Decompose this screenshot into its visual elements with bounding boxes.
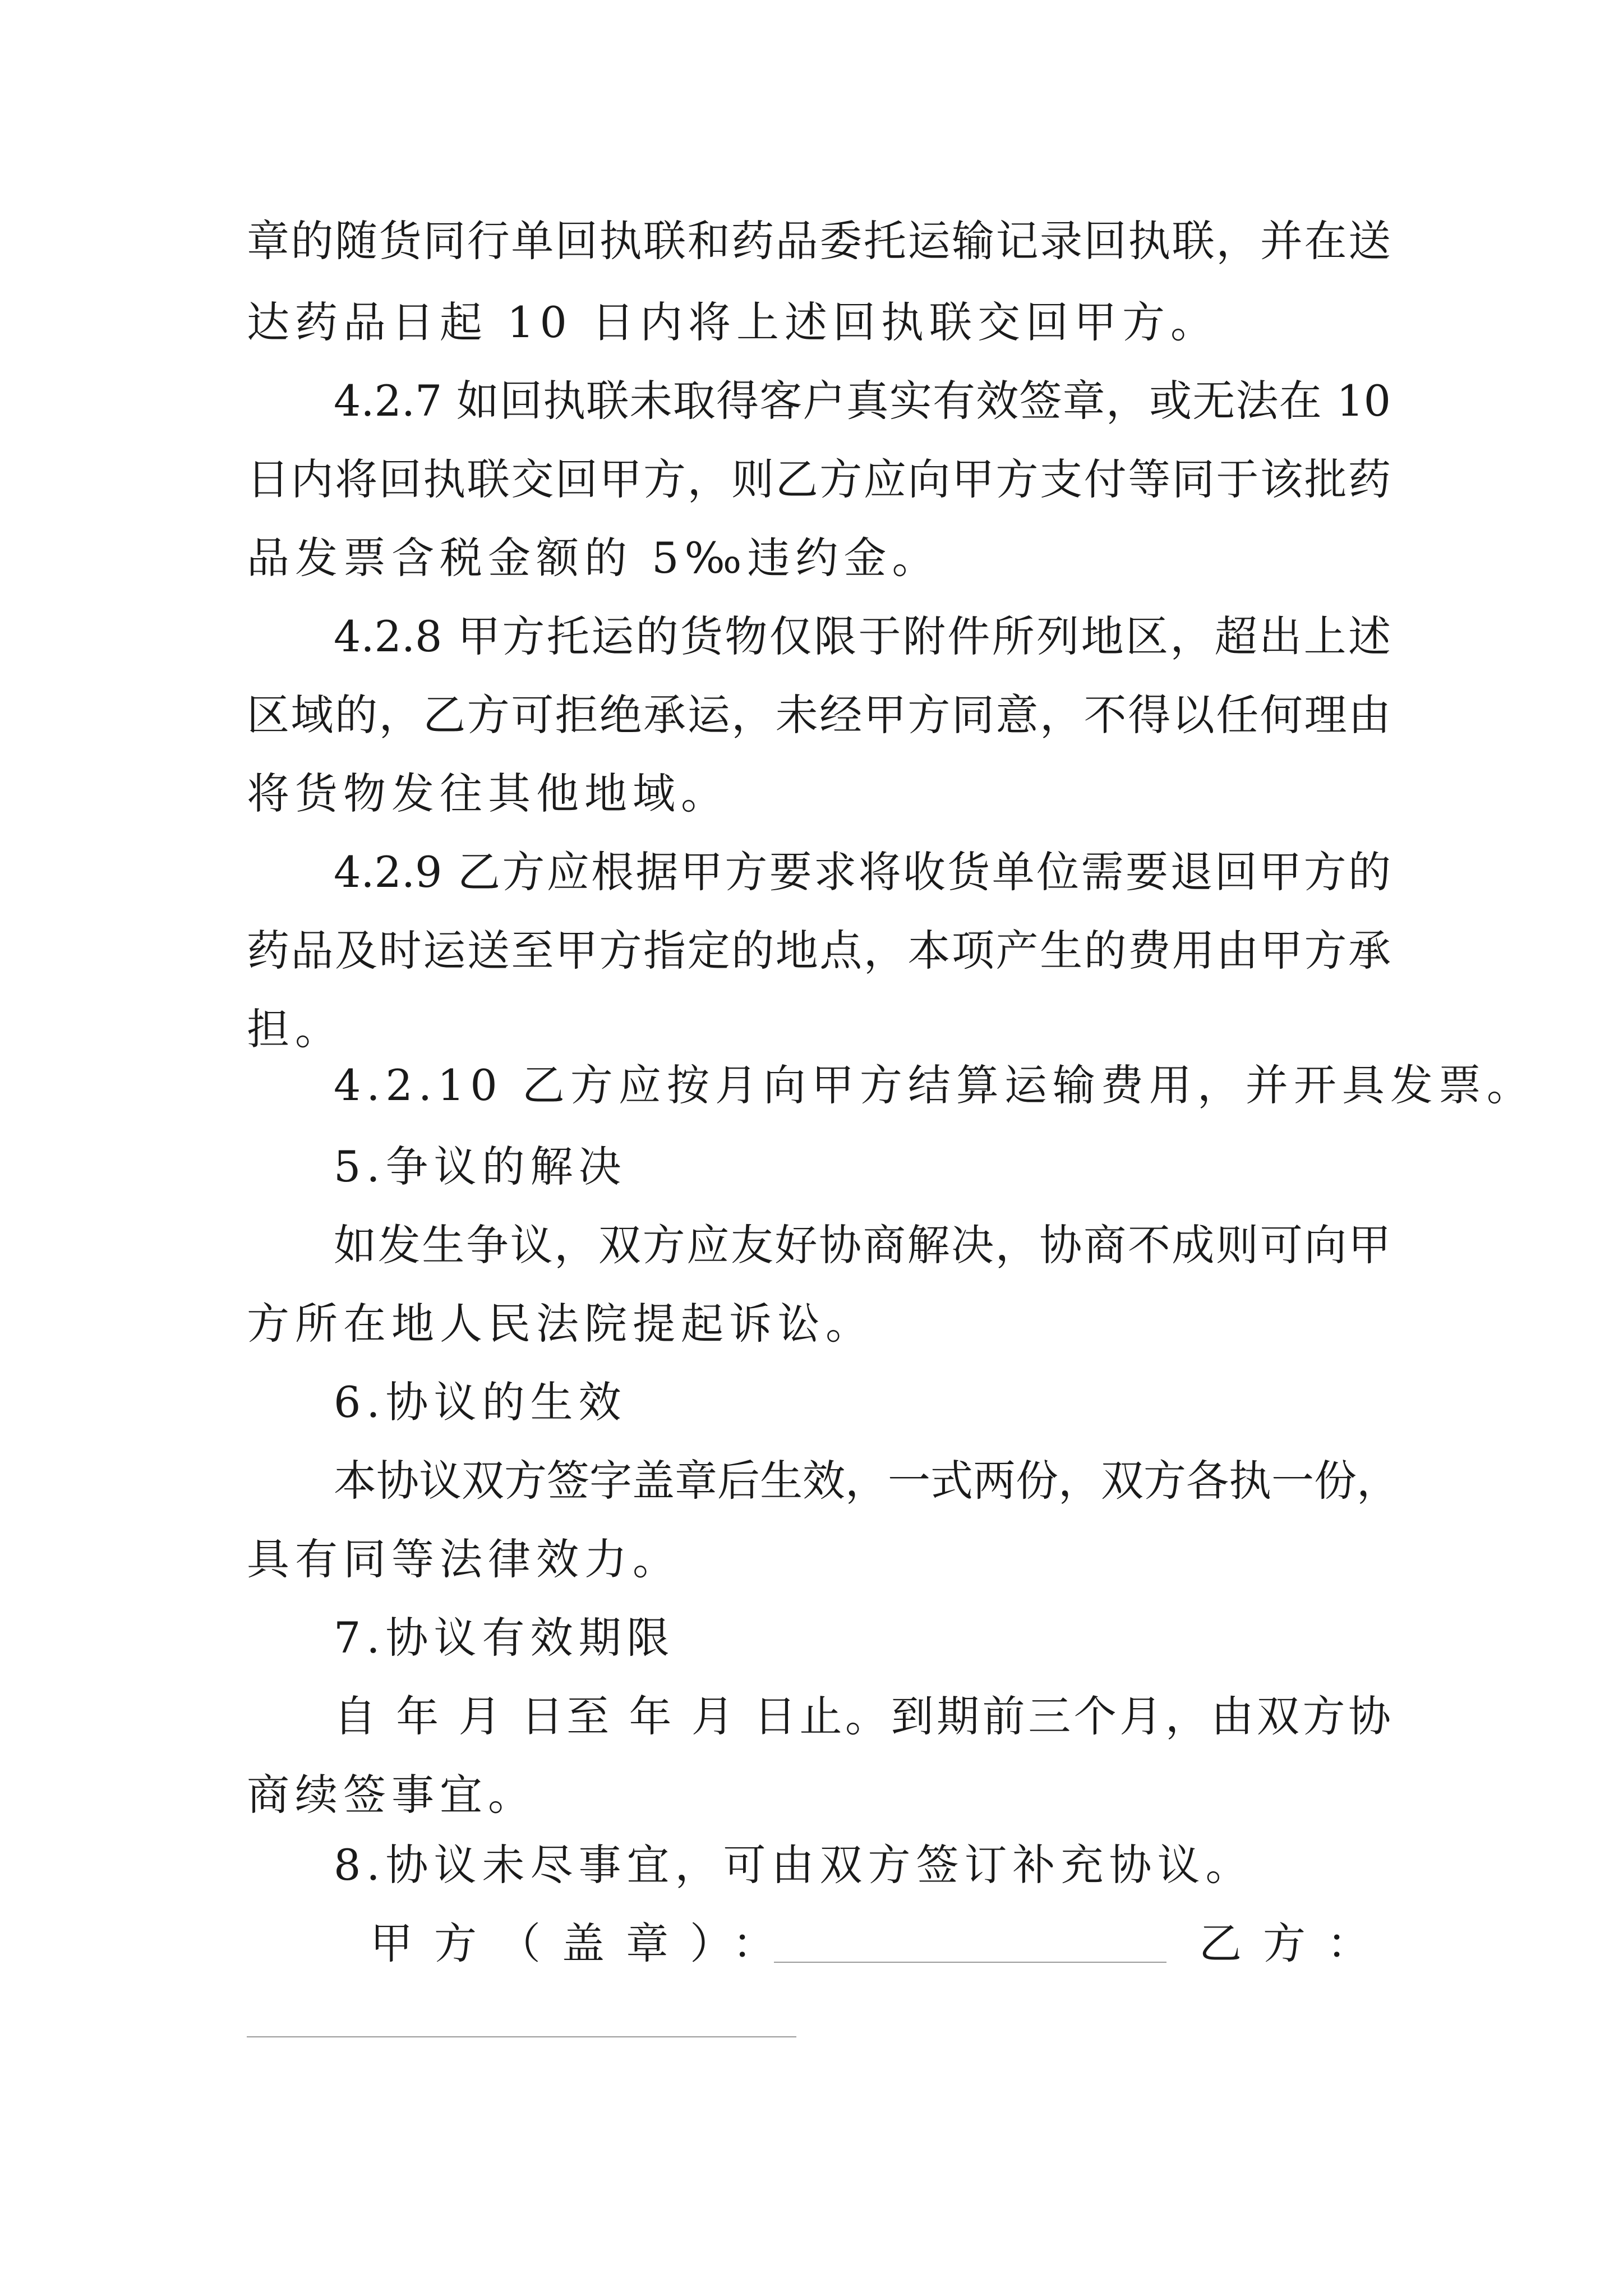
clause-4-2-7: 4.2.7 如回执联未取得客户真实有效签章，或无法在 10 — [334, 376, 1391, 426]
paragraph-line: 具有同等法律效力。 — [247, 1534, 681, 1584]
signature-row — [370, 1916, 1391, 1972]
party-a-signature-blank — [774, 1962, 1166, 1963]
section-heading-5: 5.争议的解决 — [334, 1142, 627, 1191]
paragraph-line: 担。 — [247, 1004, 343, 1054]
paragraph-line: 品发票含税金额的 5‰违约金。 — [247, 533, 940, 583]
party-b-signature-blank — [247, 2036, 796, 2037]
clause-4-2-10: 4.2.10 乙方应按月向甲方结算运输费用，并开具发票。 — [334, 1060, 1535, 1110]
paragraph-line: 达药品日起 10 日内将上述回执联交回甲方。 — [247, 297, 1219, 347]
paragraph-line: 将货物发往其他地域。 — [247, 769, 729, 818]
paragraph-line: 商续签事宜。 — [247, 1770, 536, 1820]
section-heading-8: 8.协议未尽事宜，可由双方签订补充协议。 — [334, 1840, 1254, 1890]
party-b-label: 乙方： — [1199, 1918, 1391, 1968]
clause-4-2-8: 4.2.8 甲方托运的货物仅限于附件所列地区，超出上述 — [334, 611, 1391, 661]
paragraph-line: 本协议双方签字盖章后生效，一式两份，双方各执一份， — [334, 1456, 1399, 1506]
paragraph-line: 区域的，乙方可拒绝承运，未经甲方同意，不得以任何理由 — [247, 690, 1391, 740]
paragraph-line: 药品及时运送至甲方指定的地点，本项产生的费用由甲方承 — [247, 926, 1391, 976]
section-heading-7: 7.协议有效期限 — [334, 1613, 675, 1663]
paragraph-line: 方所在地人民法院提起诉讼。 — [247, 1299, 874, 1349]
paragraph-line: 如发生争议，双方应友好协商解决，协商不成则可向甲 — [334, 1220, 1391, 1270]
party-a-label: 甲方（盖章）： — [370, 1918, 796, 1968]
paragraph-line: 日内将回执联交回甲方，则乙方应向甲方支付等同于该批药 — [247, 454, 1391, 504]
paragraph-line: 自 年 月 日至 年 月 日止。到期前三个月，由双方协 — [334, 1691, 1391, 1741]
section-heading-6: 6.协议的生效 — [334, 1377, 627, 1427]
paragraph-line: 章的随货同行单回执联和药品委托运输记录回执联，并在送 — [247, 216, 1391, 266]
clause-4-2-9: 4.2.9 乙方应根据甲方要求将收货单位需要退回甲方的 — [334, 847, 1391, 897]
